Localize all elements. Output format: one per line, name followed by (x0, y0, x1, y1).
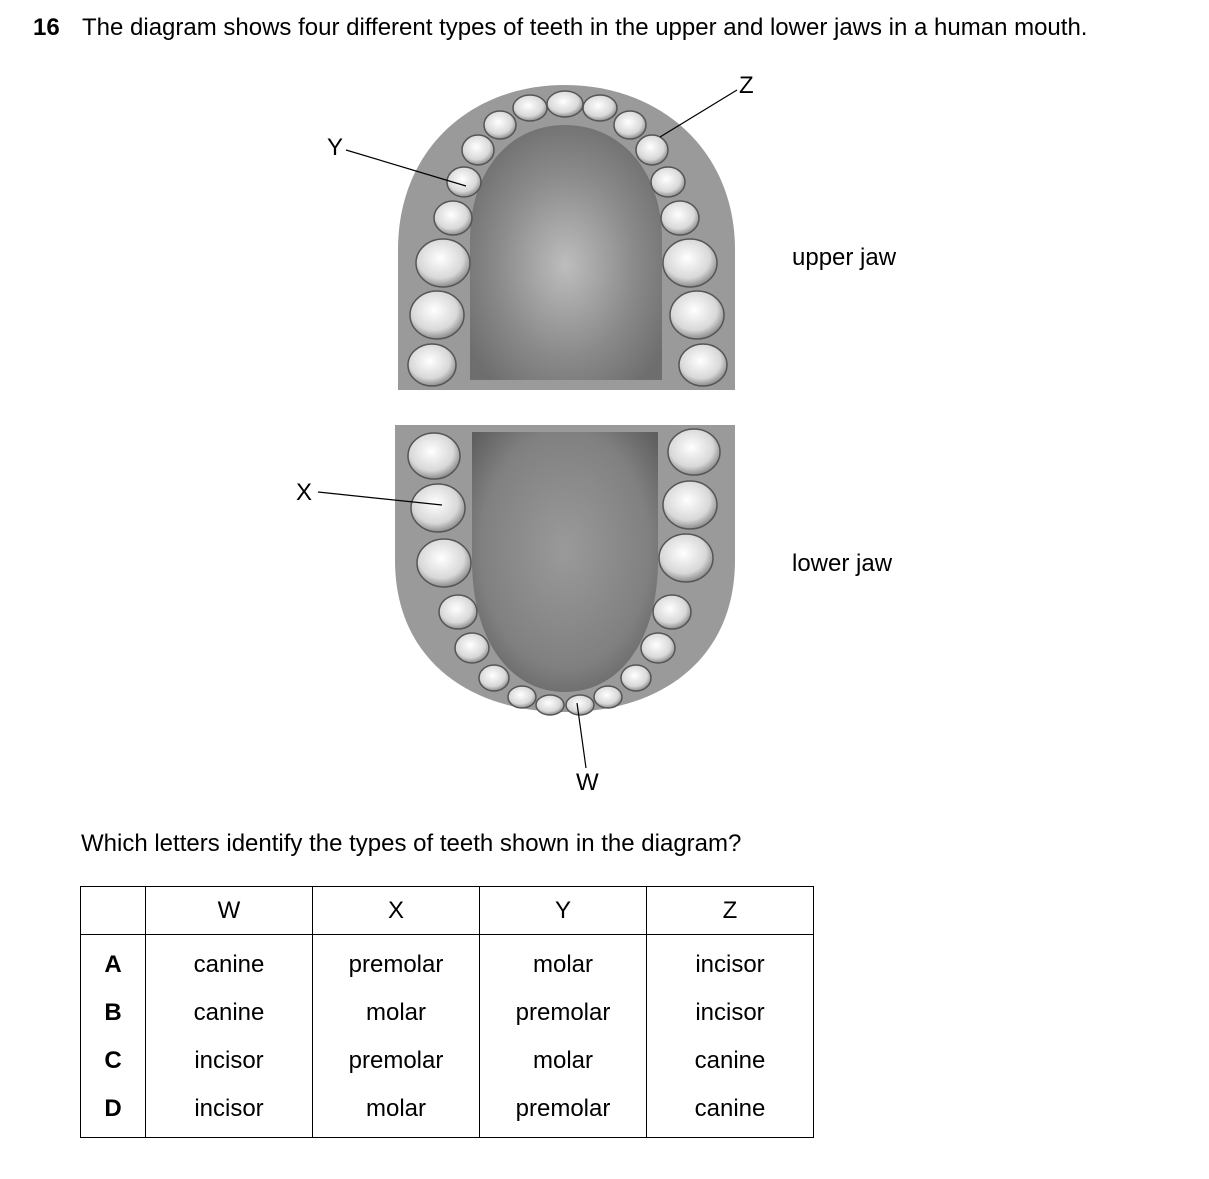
table-header-cell (81, 887, 146, 935)
question-stem: The diagram shows four different types of teeth in the upper and lower jaws in a human mouth. (82, 14, 1088, 41)
table-cell: canine (146, 935, 313, 990)
table-header-cell: Y (480, 887, 647, 935)
table-cell: premolar (313, 1037, 480, 1085)
table-cell: canine (647, 1037, 814, 1085)
lower-jaw-label: lower jaw (792, 550, 893, 577)
question-prompt: Which letters identify the types of teeth shown in the diagram? (81, 830, 742, 857)
table-cell: incisor (647, 935, 814, 990)
table-cell: premolar (480, 1085, 647, 1138)
option-key: B (81, 989, 146, 1037)
table-cell: molar (313, 1085, 480, 1138)
table-cell: molar (480, 935, 647, 990)
table-header-cell: W (146, 887, 313, 935)
table-cell: incisor (146, 1037, 313, 1085)
table-header-row (81, 887, 814, 935)
label-x: X (296, 479, 313, 506)
table-cell: molar (313, 989, 480, 1037)
option-row-c[interactable] (81, 1037, 814, 1085)
table-cell: incisor (146, 1085, 313, 1138)
option-key: D (81, 1085, 146, 1138)
table-cell: incisor (647, 989, 814, 1037)
leader-line-z (660, 90, 737, 137)
option-row-a[interactable] (81, 935, 814, 990)
table-cell: canine (146, 989, 313, 1037)
table-cell: molar (480, 1037, 647, 1085)
option-row-b[interactable] (81, 989, 814, 1037)
lower-jaw (395, 425, 735, 715)
answer-table (80, 886, 814, 1138)
label-z: Z (739, 72, 754, 99)
label-y: Y (327, 134, 344, 161)
question-number: 16 (33, 14, 60, 41)
option-key: C (81, 1037, 146, 1085)
upper-jaw (398, 85, 735, 390)
table-cell: premolar (480, 989, 647, 1037)
table-cell: premolar (313, 935, 480, 990)
table-cell: canine (647, 1085, 814, 1138)
option-key: A (81, 935, 146, 990)
table-header-cell: X (313, 887, 480, 935)
option-row-d[interactable] (81, 1085, 814, 1138)
label-w: W (576, 769, 599, 796)
upper-jaw-label: upper jaw (792, 244, 897, 271)
table-header-cell: Z (647, 887, 814, 935)
